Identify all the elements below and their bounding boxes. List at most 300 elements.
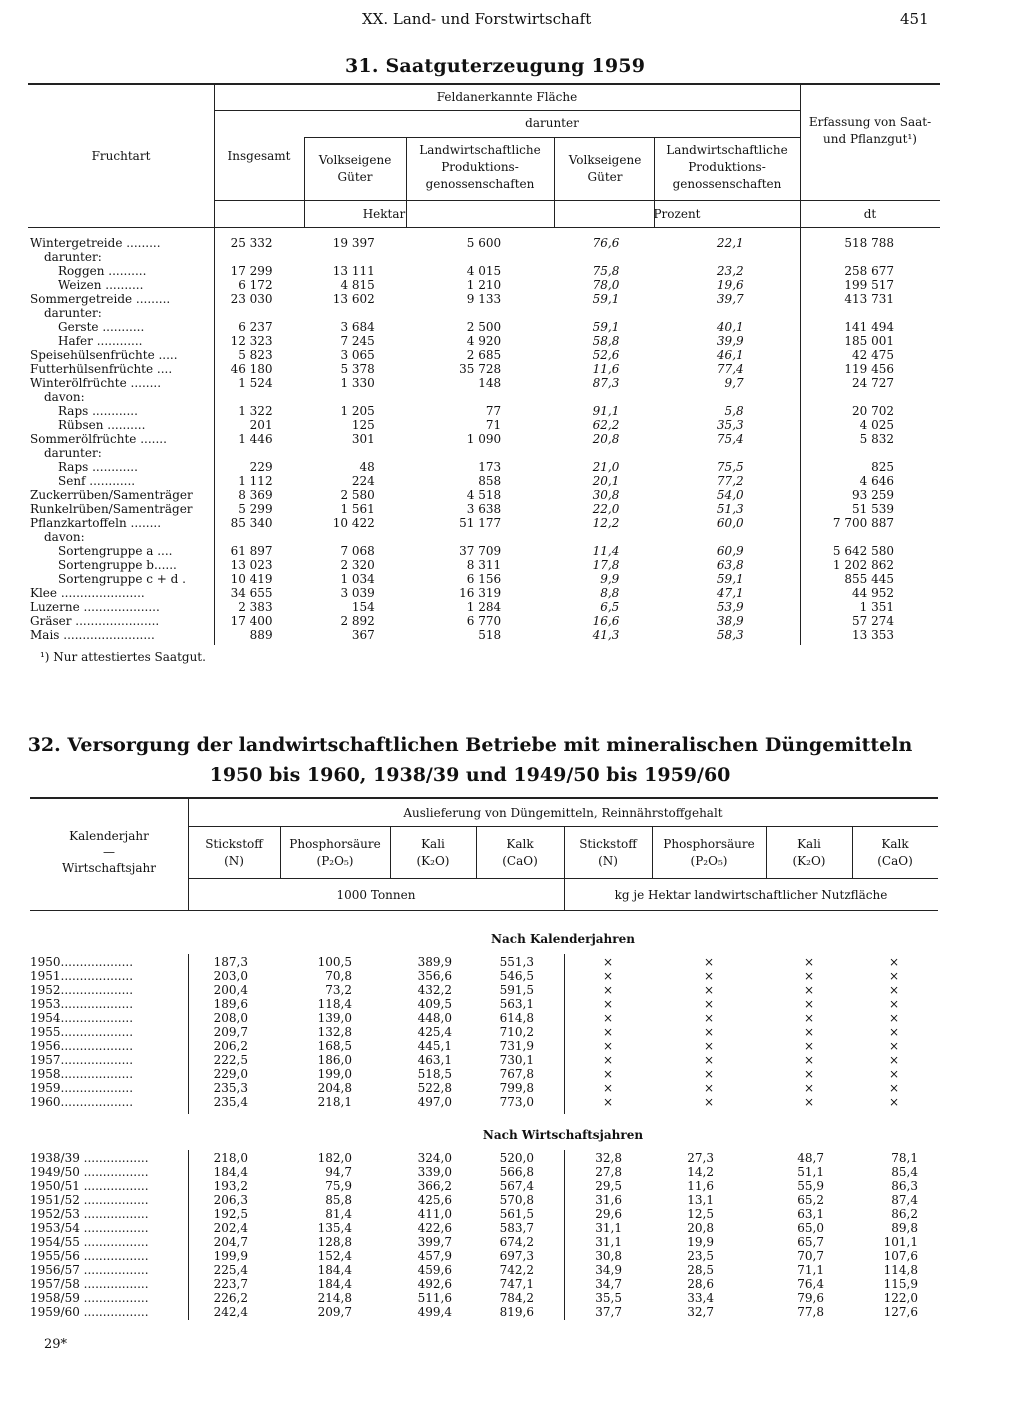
t31-cell-ins bbox=[214, 530, 302, 544]
footer-mark: 29* bbox=[44, 1337, 68, 1352]
t31-cell-erf: 141 494 bbox=[844, 320, 894, 334]
t32-cell: 204,7 bbox=[213, 1235, 248, 1249]
t32-section-wirtschaft: Nach Wirtschaftsjahren bbox=[482, 1128, 644, 1142]
t32-cell: × bbox=[703, 1081, 715, 1095]
t31-cell-lpg: 2 685 bbox=[466, 348, 502, 362]
t32-cell: × bbox=[888, 955, 900, 969]
t31-group-feld: Feldanerkannte Fläche bbox=[436, 90, 578, 104]
t32-cell: 37,7 bbox=[595, 1305, 622, 1319]
t32-cell: × bbox=[803, 1067, 815, 1081]
t32-cell: × bbox=[703, 1053, 715, 1067]
t31-row-label: davon: bbox=[44, 390, 85, 404]
t32-row bbox=[30, 1277, 936, 1291]
t32-cell: 522,8 bbox=[417, 1081, 452, 1095]
t32-group-rule bbox=[188, 826, 938, 827]
t32-col-symbol: (P₂O₅) bbox=[690, 854, 728, 868]
t31-row bbox=[30, 236, 940, 250]
t32-cell: 409,5 bbox=[417, 997, 452, 1011]
t32-cell: 77,8 bbox=[797, 1305, 824, 1319]
t32-cell: × bbox=[803, 983, 815, 997]
t32-cell: 339,0 bbox=[417, 1165, 452, 1179]
t31-col-veg: Volkseigene Güter bbox=[318, 153, 392, 184]
t32-cell: × bbox=[803, 997, 815, 1011]
t31-row-label: Sommergetreide ......... bbox=[30, 292, 171, 306]
t32-row-year: 1953/54 ................. bbox=[30, 1221, 149, 1235]
t31-cell-erf bbox=[800, 306, 940, 320]
t32-cell: × bbox=[803, 1039, 815, 1053]
t32-cell: 20,8 bbox=[687, 1221, 714, 1235]
t32-cell: 206,3 bbox=[213, 1193, 248, 1207]
t31-cell-pveg bbox=[553, 446, 653, 460]
t32-cell: 31,1 bbox=[595, 1235, 622, 1249]
t31-cell-ins: 25 332 bbox=[230, 236, 273, 250]
t32-row-year: 1951................... bbox=[30, 969, 134, 983]
t32-cell: 425,6 bbox=[417, 1193, 452, 1207]
t32-cell: 199,0 bbox=[317, 1067, 352, 1081]
t32-col-header bbox=[188, 836, 280, 870]
t31-cell-lpg: 16 319 bbox=[459, 586, 502, 600]
t32-row bbox=[30, 969, 936, 983]
t32-cell: 799,8 bbox=[499, 1081, 534, 1095]
t32-cell: 697,3 bbox=[499, 1249, 534, 1263]
t32-col-name: Stickstoff bbox=[205, 837, 263, 851]
t32-col-name: Phosphorsäure bbox=[663, 837, 755, 851]
t31-cell-pveg: 87,3 bbox=[592, 376, 620, 390]
t31-cell-plpg: 63,8 bbox=[716, 558, 744, 572]
t31-cell-lpg: 9 133 bbox=[466, 292, 502, 306]
t32-cell: 235,4 bbox=[213, 1095, 248, 1109]
t31-cell-ins: 201 bbox=[249, 418, 273, 432]
t32-cell: 193,2 bbox=[213, 1179, 248, 1193]
t32-row bbox=[30, 1207, 936, 1221]
t32-cell: × bbox=[888, 1011, 900, 1025]
t32-cell: 566,8 bbox=[499, 1165, 534, 1179]
t31-cell-pveg: 8,8 bbox=[600, 586, 620, 600]
t32-cell: 773,0 bbox=[499, 1095, 534, 1109]
t32-cell: 51,1 bbox=[797, 1165, 824, 1179]
t32-cell: 747,1 bbox=[499, 1277, 534, 1291]
t31-cell-veg bbox=[303, 390, 405, 404]
t31-cell-pveg bbox=[553, 390, 653, 404]
t32-col-sep: — bbox=[103, 845, 115, 859]
t31-cell-ins: 46 180 bbox=[230, 362, 273, 376]
t31-row-label: Mais ........................ bbox=[30, 628, 155, 642]
t32-row bbox=[30, 1151, 936, 1165]
t31-row bbox=[30, 348, 940, 362]
t31-cell-veg: 2 320 bbox=[340, 558, 375, 572]
t32-cell: 497,0 bbox=[417, 1095, 452, 1109]
t32-cell: × bbox=[602, 1039, 614, 1053]
t31-cell-plpg: 77,2 bbox=[716, 474, 744, 488]
t32-cell: × bbox=[803, 1053, 815, 1067]
t31-cell-erf: 855 445 bbox=[844, 572, 894, 586]
t31-row-label: Wintergetreide ......... bbox=[30, 236, 161, 250]
t31-cell-plpg: 35,3 bbox=[716, 418, 744, 432]
t31-cell-lpg: 4 518 bbox=[466, 488, 502, 502]
t31-cell-veg: 125 bbox=[351, 418, 375, 432]
t32-cell: 561,5 bbox=[499, 1207, 534, 1221]
t31-cell-lpg: 1 284 bbox=[466, 600, 502, 614]
t32-cell: 551,3 bbox=[499, 955, 534, 969]
t31-unit-hektar: Hektar bbox=[362, 207, 406, 221]
t32-cell: 186,0 bbox=[317, 1053, 352, 1067]
t31-cell-pveg: 22,0 bbox=[592, 502, 620, 516]
t31-row bbox=[30, 628, 940, 642]
t31-cell-ins: 1 322 bbox=[238, 404, 273, 418]
t31-cell-ins bbox=[214, 306, 302, 320]
t31-cell-veg: 3 039 bbox=[340, 586, 375, 600]
t31-cell-ins: 13 023 bbox=[230, 558, 273, 572]
page-number: 451 bbox=[900, 10, 929, 28]
t31-cell-ins: 5 823 bbox=[238, 348, 273, 362]
t32-cell: 399,7 bbox=[417, 1235, 452, 1249]
t32-cell: 225,4 bbox=[213, 1263, 248, 1277]
t32-cell: 184,4 bbox=[213, 1165, 248, 1179]
t32-row-year: 1950/51 ................. bbox=[30, 1179, 149, 1193]
t32-row-year: 1958/59 ................. bbox=[30, 1291, 149, 1305]
t32-cell: × bbox=[703, 1095, 715, 1109]
t32-cell: 31,1 bbox=[595, 1221, 622, 1235]
t32-cell: 499,4 bbox=[417, 1305, 452, 1319]
t32-cell: 674,2 bbox=[499, 1235, 534, 1249]
t32-row bbox=[30, 1221, 936, 1235]
t32-cell: 86,2 bbox=[891, 1207, 918, 1221]
t31-cell-veg: 10 422 bbox=[332, 516, 375, 530]
t32-cell: 518,5 bbox=[417, 1067, 452, 1081]
t32-cell: 432,2 bbox=[417, 983, 452, 997]
t31-cell-veg bbox=[303, 250, 405, 264]
t31-cell-ins: 229 bbox=[249, 460, 273, 474]
t32-cell: 563,1 bbox=[499, 997, 534, 1011]
t31-cell-ins bbox=[214, 250, 302, 264]
t31-cell-plpg: 5,8 bbox=[724, 404, 744, 418]
t31-cell-ins: 17 400 bbox=[230, 614, 273, 628]
t31-cell-lpg: 173 bbox=[478, 460, 502, 474]
t32-cell: 389,9 bbox=[417, 955, 452, 969]
t31-row-label: Weizen .......... bbox=[58, 278, 144, 292]
t31-cell-ins bbox=[214, 390, 302, 404]
t32-col-header bbox=[280, 836, 390, 870]
t31-cell-pveg bbox=[553, 250, 653, 264]
t31-cell-plpg: 40,1 bbox=[716, 320, 744, 334]
t32-row-year: 1951/52 ................. bbox=[30, 1193, 149, 1207]
t31-cell-lpg bbox=[405, 530, 553, 544]
t31-cell-veg: 367 bbox=[351, 628, 375, 642]
t32-cell: 132,8 bbox=[317, 1025, 352, 1039]
t32-cell: 122,0 bbox=[883, 1291, 918, 1305]
t31-cell-veg: 13 602 bbox=[332, 292, 375, 306]
t32-unit-rule bbox=[188, 878, 938, 879]
t32-cell: 33,4 bbox=[687, 1291, 714, 1305]
t32-cell: 710,2 bbox=[499, 1025, 534, 1039]
t32-row bbox=[30, 1305, 936, 1319]
t32-cell: 65,0 bbox=[797, 1221, 824, 1235]
t32-cell: 411,0 bbox=[417, 1207, 452, 1221]
t32-cell: 218,0 bbox=[213, 1151, 248, 1165]
t31-cell-veg: 224 bbox=[351, 474, 375, 488]
t32-row-year: 1956................... bbox=[30, 1039, 134, 1053]
t32-cell: 19,9 bbox=[687, 1235, 714, 1249]
t31-row-label: Zuckerrüben/Samenträger bbox=[30, 488, 193, 502]
t32-cell: 199,9 bbox=[213, 1249, 248, 1263]
t32-cell: × bbox=[888, 1067, 900, 1081]
t32-cell: 127,6 bbox=[883, 1305, 918, 1319]
t32-cell: × bbox=[703, 1067, 715, 1081]
t32-cell: 767,8 bbox=[499, 1067, 534, 1081]
t31-row-label: darunter: bbox=[44, 306, 102, 320]
t32-cell: × bbox=[602, 1067, 614, 1081]
t32-cell: 128,8 bbox=[317, 1235, 352, 1249]
t32-col-symbol: (CaO) bbox=[877, 854, 913, 868]
t32-cell: 184,4 bbox=[317, 1277, 352, 1291]
t32-cell: 356,6 bbox=[417, 969, 452, 983]
t31-row-label: Senf ............ bbox=[58, 474, 136, 488]
t31-cell-erf bbox=[800, 530, 940, 544]
t32-cell: 242,4 bbox=[213, 1305, 248, 1319]
t32-wirtschaft-body bbox=[30, 1151, 936, 1319]
t32-col-symbol: (N) bbox=[598, 854, 618, 868]
t31-cell-lpg: 6 770 bbox=[466, 614, 502, 628]
t32-cell: × bbox=[803, 955, 815, 969]
t32-col-name: Phosphorsäure bbox=[289, 837, 381, 851]
t32-col-header bbox=[852, 836, 938, 870]
t31-row bbox=[30, 474, 940, 488]
t32-row bbox=[30, 1025, 936, 1039]
t31-row-label: Roggen .......... bbox=[58, 264, 147, 278]
t32-cell: 75,9 bbox=[325, 1179, 352, 1193]
t31-cell-erf: 1 351 bbox=[859, 600, 894, 614]
t32-cell: 85,8 bbox=[325, 1193, 352, 1207]
t31-cell-ins: 17 299 bbox=[230, 264, 273, 278]
t32-cell: 511,6 bbox=[417, 1291, 452, 1305]
t32-cell: 115,9 bbox=[883, 1277, 918, 1291]
t32-cell: × bbox=[888, 1025, 900, 1039]
t32-cell: 13,1 bbox=[687, 1193, 714, 1207]
t31-cell-lpg bbox=[405, 250, 553, 264]
t32-cell: × bbox=[602, 1081, 614, 1095]
t31-cell-ins: 2 383 bbox=[238, 600, 273, 614]
t31-cell-erf: 185 001 bbox=[844, 334, 894, 348]
t31-cell-lpg: 148 bbox=[478, 376, 502, 390]
t31-cell-veg bbox=[303, 530, 405, 544]
t31-cell-veg: 2 892 bbox=[340, 614, 375, 628]
t32-row-year: 1959/60 ................. bbox=[30, 1305, 149, 1319]
t32-group-header: Auslieferung von Düngemitteln, Reinnährstoffgehalt bbox=[403, 806, 723, 820]
t31-row-label: Sortengruppe b...... bbox=[58, 558, 177, 572]
t31-cell-plpg: 23,2 bbox=[716, 264, 744, 278]
t31-unit-prozent: Prozent bbox=[653, 207, 701, 221]
t32-col-name: Kalk bbox=[506, 837, 534, 851]
t32-cell: 457,9 bbox=[417, 1249, 452, 1263]
t31-row bbox=[30, 502, 940, 516]
t31-cell-plpg: 60,0 bbox=[716, 516, 744, 530]
t31-cell-plpg: 75,5 bbox=[716, 460, 744, 474]
t31-cell-pveg: 59,1 bbox=[592, 292, 620, 306]
t32-cell: 12,5 bbox=[687, 1207, 714, 1221]
t32-row-year: 1954................... bbox=[30, 1011, 134, 1025]
t31-cell-pveg: 11,6 bbox=[592, 362, 620, 376]
t32-cell: 570,8 bbox=[499, 1193, 534, 1207]
t31-cell-veg: 1 034 bbox=[340, 572, 375, 586]
t32-cell: 366,2 bbox=[417, 1179, 452, 1193]
t32-col-kalenderjahr: Kalenderjahr bbox=[69, 829, 149, 843]
t32-row-year: 1938/39 ................. bbox=[30, 1151, 149, 1165]
t32-cell: 76,4 bbox=[797, 1277, 824, 1291]
t32-col-header bbox=[390, 836, 476, 870]
t31-row bbox=[30, 306, 940, 320]
t32-row-year: 1960................... bbox=[30, 1095, 134, 1109]
t31-cell-pveg: 52,6 bbox=[592, 348, 620, 362]
t32-cell: 492,6 bbox=[417, 1277, 452, 1291]
t31-row bbox=[30, 544, 940, 558]
t31-cell-pveg: 41,3 bbox=[592, 628, 620, 642]
t32-cell: 79,6 bbox=[797, 1291, 824, 1305]
t31-feld-rule bbox=[214, 110, 800, 111]
t31-row bbox=[30, 460, 940, 474]
t32-cell: 30,8 bbox=[595, 1249, 622, 1263]
t32-cell: 218,1 bbox=[317, 1095, 352, 1109]
t32-cell: 459,6 bbox=[417, 1263, 452, 1277]
t32-cell: 463,1 bbox=[417, 1053, 452, 1067]
t31-row-label: Sommerölfrüchte ....... bbox=[30, 432, 167, 446]
t32-cell: 168,5 bbox=[317, 1039, 352, 1053]
t31-cell-plpg: 59,1 bbox=[716, 572, 744, 586]
t31-cell-pveg: 76,6 bbox=[592, 236, 620, 250]
t31-cell-pveg bbox=[553, 530, 653, 544]
t31-cell-erf: 5 642 580 bbox=[832, 544, 894, 558]
t31-cell-erf: 24 727 bbox=[852, 376, 894, 390]
t31-cell-erf bbox=[800, 250, 940, 264]
t32-cell: × bbox=[803, 1095, 815, 1109]
t32-cell: 614,8 bbox=[499, 1011, 534, 1025]
t31-cell-ins: 1 112 bbox=[238, 474, 273, 488]
t32-cell: 222,5 bbox=[213, 1053, 248, 1067]
t32-cell: 223,7 bbox=[213, 1277, 248, 1291]
t31-row-label: Runkelrüben/Samenträger bbox=[30, 502, 193, 516]
t31-cell-pveg: 58,8 bbox=[592, 334, 620, 348]
t31-cell-plpg: 77,4 bbox=[716, 362, 744, 376]
t31-col-erfassung: Erfassung von Saat- und Pflanzgut¹) bbox=[808, 115, 932, 146]
t32-row bbox=[30, 1291, 936, 1305]
t31-cell-plpg: 22,1 bbox=[716, 236, 744, 250]
t32-cell: 35,5 bbox=[595, 1291, 622, 1305]
t31-cell-erf: 44 952 bbox=[852, 586, 894, 600]
t31-cell-ins: 889 bbox=[249, 628, 273, 642]
t32-cell: × bbox=[803, 1011, 815, 1025]
t32-row-year: 1956/57 ................. bbox=[30, 1263, 149, 1277]
t32-cell: 87,4 bbox=[891, 1193, 918, 1207]
t31-cell-lpg: 35 728 bbox=[459, 362, 502, 376]
t32-cell: 784,2 bbox=[499, 1291, 534, 1305]
t32-row bbox=[30, 955, 936, 969]
t31-row-label: Klee ...................... bbox=[30, 586, 145, 600]
t32-cell: 445,1 bbox=[417, 1039, 452, 1053]
t32-row bbox=[30, 1165, 936, 1179]
t32-row bbox=[30, 1095, 936, 1109]
t31-cell-erf: 4 025 bbox=[859, 418, 894, 432]
t31-cell-pveg: 91,1 bbox=[592, 404, 620, 418]
t32-cell: 591,5 bbox=[499, 983, 534, 997]
t31-cell-plpg: 58,3 bbox=[716, 628, 744, 642]
t32-row-year: 1958................... bbox=[30, 1067, 134, 1081]
t32-row bbox=[30, 1193, 936, 1207]
t32-row bbox=[30, 1039, 936, 1053]
t32-cell: × bbox=[803, 1081, 815, 1095]
t31-cell-plpg: 60,9 bbox=[716, 544, 744, 558]
t31-row-label: Gerste ........... bbox=[58, 320, 145, 334]
t31-cell-lpg: 77 bbox=[485, 404, 502, 418]
t32-col-symbol: (K₂O) bbox=[792, 854, 826, 868]
t31-cell-erf: 199 517 bbox=[844, 278, 894, 292]
t31-cell-erf: 7 700 887 bbox=[832, 516, 894, 530]
t32-cell: 28,6 bbox=[687, 1277, 714, 1291]
t31-cell-lpg: 4 015 bbox=[466, 264, 502, 278]
t32-cell: × bbox=[803, 1025, 815, 1039]
table32-title bbox=[20, 730, 920, 790]
t32-col-name: Stickstoff bbox=[579, 837, 637, 851]
t32-cell: 34,7 bbox=[595, 1277, 622, 1291]
t31-col-fruchtart: Fruchtart bbox=[91, 149, 151, 163]
t31-cell-lpg: 1 210 bbox=[466, 278, 502, 292]
t32-cell: 208,0 bbox=[213, 1011, 248, 1025]
t31-row bbox=[30, 614, 940, 628]
t32-cell: 29,6 bbox=[595, 1207, 622, 1221]
t31-row bbox=[30, 320, 940, 334]
t32-cell: × bbox=[703, 955, 715, 969]
t32-col-jahr bbox=[30, 828, 188, 876]
t32-cell: 520,0 bbox=[499, 1151, 534, 1165]
t32-cell: × bbox=[888, 1053, 900, 1067]
t32-cell: 65,7 bbox=[797, 1235, 824, 1249]
t31-cell-ins: 5 299 bbox=[238, 502, 273, 516]
t32-cell: 89,8 bbox=[891, 1221, 918, 1235]
t32-cell: 55,9 bbox=[797, 1179, 824, 1193]
t31-row-label: Sortengruppe a .... bbox=[58, 544, 173, 558]
t32-top-rule bbox=[30, 797, 938, 799]
table31-title: 31. Saatguterzeugung 1959 bbox=[345, 55, 646, 77]
t32-col-header bbox=[652, 836, 766, 870]
running-header: XX. Land- und Forstwirtschaft bbox=[362, 10, 592, 28]
t31-cell-ins: 85 340 bbox=[230, 516, 273, 530]
t31-cell-ins: 6 237 bbox=[238, 320, 273, 334]
t32-cell: 229,0 bbox=[213, 1067, 248, 1081]
t31-row-label: Raps ............ bbox=[58, 460, 138, 474]
t31-row bbox=[30, 586, 940, 600]
t31-cell-veg: 7 245 bbox=[340, 334, 375, 348]
t31-cell-erf: 93 259 bbox=[852, 488, 894, 502]
t31-cell-ins: 1 446 bbox=[238, 432, 273, 446]
t31-cell-ins: 6 172 bbox=[238, 278, 273, 292]
t31-cell-pveg: 17,8 bbox=[592, 558, 620, 572]
t32-cell: 27,3 bbox=[687, 1151, 714, 1165]
t32-row-year: 1957................... bbox=[30, 1053, 134, 1067]
t31-top-rule bbox=[28, 83, 940, 85]
t31-row bbox=[30, 530, 940, 544]
t32-cell: 71,1 bbox=[797, 1263, 824, 1277]
t32-cell: 118,4 bbox=[317, 997, 352, 1011]
t32-cell: 546,5 bbox=[499, 969, 534, 983]
t32-cell: 14,2 bbox=[687, 1165, 714, 1179]
t32-cell: 135,4 bbox=[317, 1221, 352, 1235]
table32-title-line2: 1950 bis 1960, 1938/39 und 1949/50 bis 1959/60 bbox=[209, 764, 731, 786]
t31-cell-ins: 12 323 bbox=[230, 334, 273, 348]
t32-cell: 65,2 bbox=[797, 1193, 824, 1207]
t31-cell-veg: 154 bbox=[351, 600, 375, 614]
t32-cell: 200,4 bbox=[213, 983, 248, 997]
t32-row bbox=[30, 1067, 936, 1081]
t31-cell-lpg bbox=[405, 446, 553, 460]
t32-col-symbol: (P₂O₅) bbox=[316, 854, 354, 868]
